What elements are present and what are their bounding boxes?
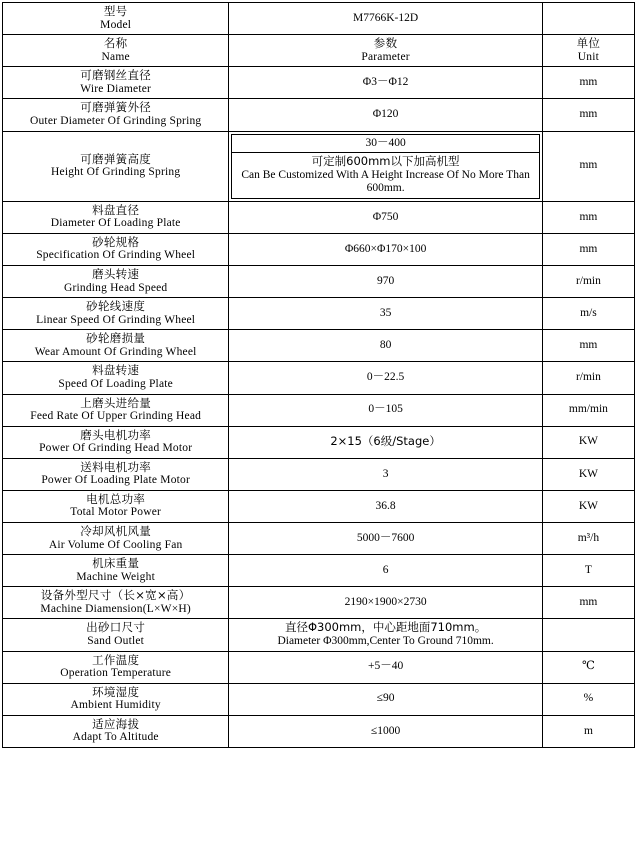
row-unit-cell (542, 523, 634, 555)
row-label-cn: 可磨钢丝直径 (80, 68, 152, 83)
table-row (3, 67, 635, 99)
row-param-cell (229, 99, 542, 131)
row-unit-cell (542, 330, 634, 362)
row-unit-cell (542, 3, 634, 35)
row-label-en: Total Motor Power (70, 506, 162, 519)
header-unit-cell (542, 35, 634, 67)
row-label-cn: 出砂口尺寸 (86, 620, 146, 635)
row-label-en: Outer Diameter Of Grinding Spring (29, 114, 202, 127)
row-label-cn: 上磨头进给量 (80, 395, 152, 410)
header-name-cn: 名称 (103, 36, 128, 51)
row-param-cell (229, 458, 542, 490)
row-label-cn: 磨头转速 (92, 267, 140, 281)
row-param-value: 970 (376, 274, 395, 287)
row-param-value: Φ3－Φ12 (362, 76, 409, 89)
row-label-cn: 可磨弹簧高度 (80, 151, 152, 166)
row-label-cn: 料盘直径 (92, 202, 140, 217)
row-label-cell (3, 490, 229, 522)
param-split-top-row (232, 134, 539, 153)
row-label-cell (3, 683, 229, 715)
row-unit-cell (542, 426, 634, 458)
row-param-value: 6 (382, 563, 389, 576)
row-param-cell (229, 587, 542, 619)
row-label-cn: 料盘转速 (92, 363, 140, 378)
row-param-value: 5000－7600 (356, 531, 415, 544)
row-unit-value: m/s (580, 306, 597, 319)
row-label-cell (3, 67, 229, 99)
row-param-cell (229, 330, 542, 362)
row-unit-value: r/min (575, 274, 601, 287)
row-unit-cell (542, 458, 634, 490)
row-unit-cell (542, 490, 634, 522)
row-label-cn: 砂轮规格 (92, 234, 140, 249)
row-label-cell (3, 131, 229, 201)
row-param-value: +5－40 (367, 660, 404, 673)
row-param-cell (229, 555, 542, 587)
row-unit-value: mm/min (568, 403, 608, 416)
specification-table (2, 2, 635, 748)
row-unit-value: mm (579, 596, 598, 609)
row-unit-value: KW (578, 435, 598, 448)
row-label-cn: 可磨弹簧外径 (80, 100, 152, 115)
row-label-cn: 机床重量 (92, 556, 140, 571)
row-unit-value: mm (579, 210, 598, 223)
row-param-cell (229, 298, 542, 330)
row-param-cell (229, 67, 542, 99)
table-row (3, 330, 635, 362)
header-param-en: Parameter (361, 50, 410, 63)
row-label-cn: 磨头电机功率 (80, 427, 152, 442)
table-row (3, 298, 635, 330)
row-label-cell (3, 619, 229, 651)
row-label-cn: 砂轮线速度 (86, 299, 146, 314)
row-label-en: Air Volume Of Cooling Fan (48, 538, 183, 551)
header-unit-en: Unit (577, 50, 600, 63)
row-label-en: Power Of Loading Plate Motor (41, 474, 191, 487)
row-param-value: 0－22.5 (366, 371, 405, 384)
row-label-cell (3, 362, 229, 394)
table-row (3, 490, 635, 522)
row-label-cell (3, 587, 229, 619)
row-label-cell (3, 426, 229, 458)
row-unit-cell (542, 394, 634, 426)
row-param-cell (229, 131, 542, 201)
row-label-cell (3, 233, 229, 265)
table-row (3, 426, 635, 458)
row-label-en: Wire Diameter (80, 82, 152, 95)
row-label-en: Ambient Humidity (70, 699, 161, 712)
table-row (3, 3, 635, 35)
row-label-en: Speed Of Loading Plate (58, 377, 173, 390)
row-label-en: Linear Speed Of Grinding Wheel (36, 313, 196, 326)
row-unit-cell (542, 683, 634, 715)
row-label-en: Sand Outlet (87, 634, 145, 647)
row-label-en: Height Of Grinding Spring (51, 166, 181, 179)
table-row (3, 266, 635, 298)
row-param-cell (229, 523, 542, 555)
table-row (3, 715, 635, 747)
row-param-value: 36.8 (375, 499, 396, 512)
row-label-en: Adapt To Altitude (72, 731, 159, 744)
row-label-en: Diameter Of Loading Plate (50, 217, 181, 230)
row-param-cell (229, 619, 542, 651)
header-param-cn: 参数 (373, 36, 398, 51)
param-bottom-cell (232, 153, 539, 199)
row-unit-cell (542, 266, 634, 298)
row-param-cell (229, 426, 542, 458)
row-label-cell (3, 523, 229, 555)
row-label-cell (3, 330, 229, 362)
param-split-bottom-row (232, 153, 539, 199)
table-row (3, 201, 635, 233)
row-label-cn: 电机总功率 (86, 491, 146, 506)
row-label-cell (3, 458, 229, 490)
row-label-en: Specification Of Grinding Wheel (36, 249, 196, 262)
row-unit-cell (542, 587, 634, 619)
table-row (3, 619, 635, 651)
row-label-en: Grinding Head Speed (63, 281, 168, 294)
row-unit-value: T (584, 563, 592, 576)
row-unit-value: % (583, 692, 594, 705)
row-param-note-en: Can Be Customized With A Height Increase Of No More Than 600mm. (241, 168, 530, 195)
row-label-en: Power Of Grinding Head Motor (39, 442, 193, 455)
row-param-cell (229, 3, 542, 35)
table-row (3, 555, 635, 587)
row-label-cell (3, 555, 229, 587)
row-unit-cell (542, 131, 634, 201)
row-param-cell (229, 651, 542, 683)
header-unit-cn: 单位 (576, 36, 601, 51)
row-unit-cell (542, 715, 634, 747)
header-name-en: Name (101, 50, 130, 63)
row-unit-cell (542, 619, 634, 651)
row-unit-cell (542, 67, 634, 99)
row-label-cn: 适应海拔 (92, 716, 140, 731)
row-unit-value: m (583, 724, 593, 737)
row-unit-value: KW (578, 467, 598, 480)
row-param-cell (229, 490, 542, 522)
row-label-cn: 送料电机功率 (80, 459, 152, 474)
row-unit-cell (542, 362, 634, 394)
header-name-cell (3, 35, 229, 67)
row-label-cn: 设备外型尺寸（长×宽×高） (40, 588, 191, 603)
row-unit-value: KW (578, 499, 598, 512)
row-param-value: ≤1000 (370, 724, 401, 737)
row-param-value: 3 (382, 467, 389, 480)
row-label-cn: 型号 (103, 4, 128, 18)
row-unit-value: mm (579, 339, 598, 352)
row-label-en: Operation Temperature (60, 667, 172, 680)
table-row (3, 523, 635, 555)
table-row (3, 651, 635, 683)
row-param-note-cn: 可定制600mm以下加高机型 (311, 154, 460, 169)
table-row (3, 362, 635, 394)
row-param-cell (229, 362, 542, 394)
row-param-value: Φ660×Φ170×100 (344, 242, 427, 255)
row-param-cell (229, 266, 542, 298)
row-param-value: ≤90 (376, 692, 395, 705)
row-param-cell (229, 233, 542, 265)
row-unit-value: mm (579, 242, 598, 255)
row-param-value: 80 (379, 339, 392, 352)
row-label-cell (3, 99, 229, 131)
header-param-cell (229, 35, 542, 67)
row-unit-cell (542, 233, 634, 265)
row-label-cn: 砂轮磨损量 (86, 331, 146, 346)
table-row (3, 458, 635, 490)
param-split-table (231, 134, 539, 199)
table-row (3, 394, 635, 426)
row-label-en: Feed Rate Of Upper Grinding Head (30, 410, 202, 423)
row-label-en: Model (100, 18, 132, 31)
row-param-value: M7766K-12D (353, 11, 419, 24)
row-param-value-top: 30－400 (365, 136, 406, 149)
row-unit-value: r/min (575, 371, 601, 384)
row-unit-cell (542, 99, 634, 131)
row-unit-value: ℃ (581, 660, 595, 673)
row-param-cell (229, 394, 542, 426)
row-label-cell (3, 651, 229, 683)
row-label-cell (3, 298, 229, 330)
row-label-en: Machine Diamension(L×W×H) (40, 602, 191, 615)
row-unit-value: mm (579, 159, 598, 172)
row-label-cell (3, 715, 229, 747)
row-label-en: Machine Weight (76, 570, 155, 583)
row-unit-cell (542, 555, 634, 587)
row-label-cn: 工作温度 (92, 652, 140, 667)
row-unit-cell (542, 298, 634, 330)
row-param-value: 0－105 (368, 403, 403, 416)
table-header-row (3, 35, 635, 67)
row-param-value: 2×15（6级/Stage） (330, 434, 441, 449)
row-param-cell (229, 201, 542, 233)
row-unit-value: mm (579, 108, 598, 121)
row-param-value-en: Diameter Φ300mm,Center To Ground 710mm. (277, 634, 494, 647)
table-row (3, 683, 635, 715)
row-unit-cell (542, 651, 634, 683)
table-row (3, 587, 635, 619)
row-param-value: 2190×1900×2730 (344, 596, 427, 609)
row-param-cell (229, 683, 542, 715)
table-row (3, 99, 635, 131)
row-param-value: Φ750 (372, 210, 399, 223)
row-label-cn: 冷却风机风量 (80, 524, 152, 538)
row-param-value: 35 (379, 306, 392, 319)
row-label-cell (3, 266, 229, 298)
table-row (3, 233, 635, 265)
row-param-cell (229, 715, 542, 747)
table-row (3, 131, 635, 201)
row-label-cell (3, 394, 229, 426)
row-unit-value: m³/h (577, 531, 600, 544)
row-label-cell (3, 201, 229, 233)
row-label-cell (3, 3, 229, 35)
row-unit-value: mm (579, 76, 598, 89)
row-unit-cell (542, 201, 634, 233)
row-label-en: Wear Amount Of Grinding Wheel (34, 345, 197, 358)
row-param-value-cn: 直径Φ300mm，中心距地面710mm。 (284, 620, 487, 635)
row-param-value: Φ120 (372, 108, 399, 121)
row-label-cn: 环境湿度 (92, 684, 140, 699)
param-top-cell (232, 134, 539, 153)
